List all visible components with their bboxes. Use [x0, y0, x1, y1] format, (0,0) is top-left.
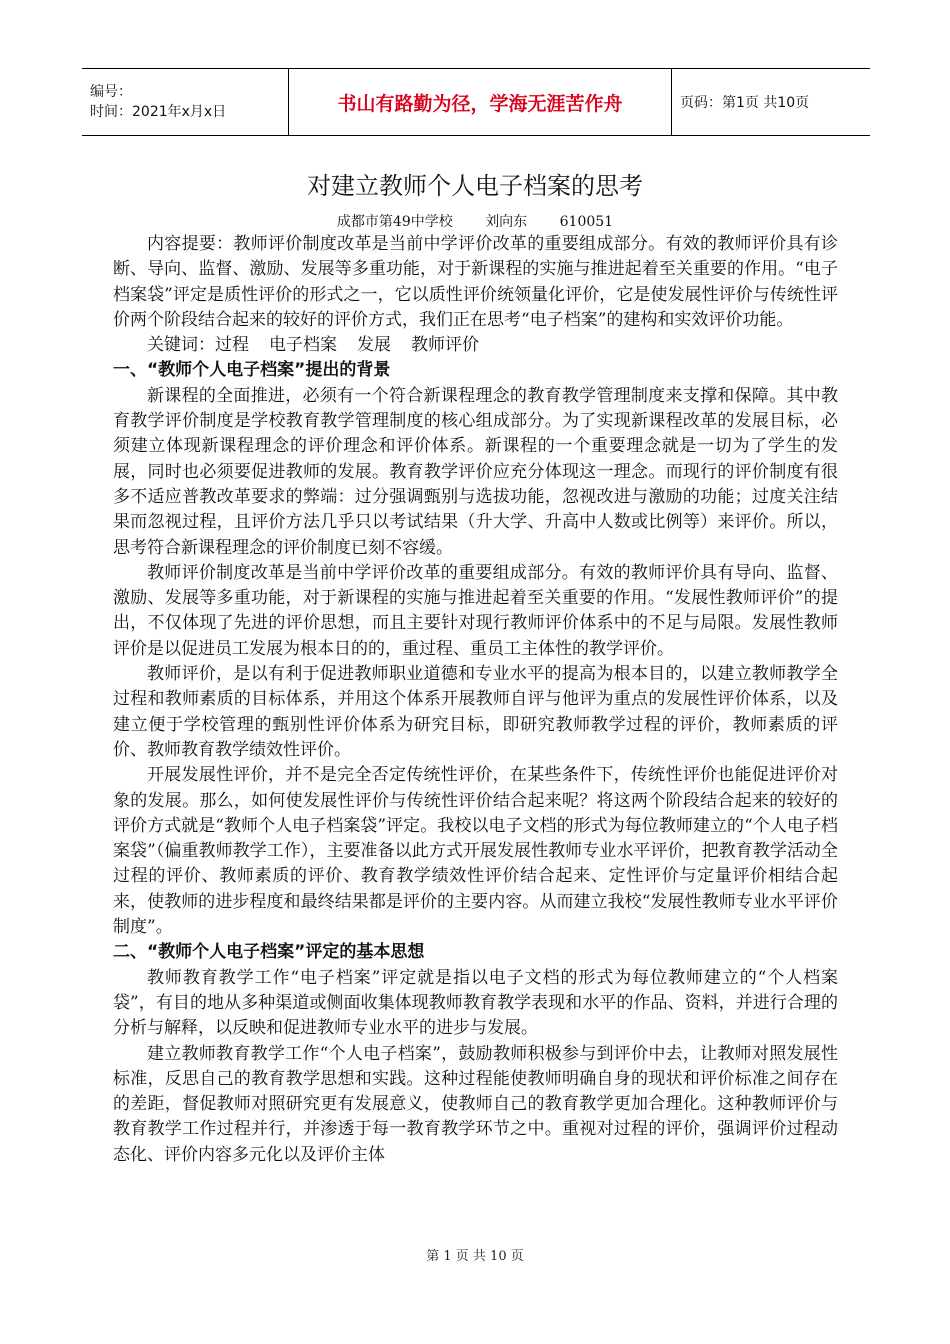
- keyword-1: 关键词：过程: [147, 335, 249, 356]
- keyword-3: 发展: [357, 335, 391, 356]
- abstract-paragraph: 内容提要：教师评价制度改革是当前中学评价改革的重要组成部分。有效的教师评价具有诊断、导向、监督、激励、发展等多重功能，对于新课程的实施与推进起着至关重要的作用。“电子档案袋”评定是质性评价的形式之一，它以质性评价统领量化评价，它是使发展性评价与传统性评价两个阶段结合起来的较好的评价方式，我们正在思考“电子档案”的建构和实效评价功能。: [113, 234, 838, 330]
- header-page: [672, 69, 809, 135]
- motto-text: 书山有路勤为径，学海无涯苦作舟: [337, 92, 623, 115]
- section-2-heading: 二、“教师个人电子档案”评定的基本思想: [113, 942, 425, 963]
- section-1-paragraph: 教师评价，是以有利于促进教师职业道德和专业水平的提高为根本目的，以建立教师教学全过程和教师素质的目标体系，并用这个体系开展教师自评与他评为重点的发展性评价体系，以及建立便于学校管理的甄别性评价体系为研究目标，即研究教师教学过程的评价，教师素质的评价、教师教育教学绩效性评价。: [113, 664, 838, 760]
- section-1-paragraph: 开展发展性评价，并不是完全否定传统性评价，在某些条件下，传统性评价也能促进评价对象的发展。那么，如何使发展性评价与传统性评价结合起来呢？将这两个阶段结合起来的较好的评价方式就是“教师个人电子档案袋”评定。我校以电子文档的形式为每位教师建立的“个人电子档案袋”（偏重教师教学工作），主要准备以此方式开展发展性教师专业水平评价，把教育教学活动全过程的评价、教师素质的评价、教育教学绩效性评价结合起来、定性评价与定量评价相结合起来，使教师的进步程度和最终结果都是评价的主要内容。从而建立我校“发展性教师专业水平评价制度”。: [113, 765, 838, 938]
- author-name: 刘向东: [485, 214, 528, 230]
- keywords-line: [113, 333, 838, 358]
- section-1-heading: 一、“教师个人电子档案”提出的背景: [113, 360, 391, 381]
- author-line: [0, 211, 950, 233]
- document-title: 对建立教师个人电子档案的思考: [307, 172, 643, 200]
- keyword-4: 教师评价: [411, 335, 479, 356]
- section-2-paragraph: 建立教师教育教学工作“个人电子档案”，鼓励教师积极参与到评价中去，让教师对照发展性标准，反思自己的教育教学思想和实践。这种过程能使教师明确自身的现状和评价标准之间存在的差距，督促教师对照研究更有发展意义，使教师自己的教育教学更加合理化。这种教师评价与教育教学工作过程并行，并渗透于每一教育教学环节之中。重视对过程的评价，强调评价过程动态化、评价内容多元化以及评价主体: [113, 1043, 838, 1165]
- page-footer: 第 1 页 共 10 页: [426, 1249, 524, 1264]
- date-label: 时间：2021年x月x日: [90, 104, 227, 120]
- page-label: 页码：第1页 共10页: [680, 95, 810, 111]
- author-zip: 610051: [559, 214, 614, 230]
- header-motto: [289, 69, 672, 135]
- author-school: 成都市第49中学校: [336, 214, 453, 230]
- section-1-paragraph: 新课程的全面推进，必须有一个符合新课程理念的教育教学管理制度来支撑和保障。其中教育教学评价制度是学校教育教学管理制度的核心组成部分。为了实现新课程改革的发展目标，必须建立体现新课程理念的评价理念和评价体系。新课程的一个重要理念就是一切为了学生的发展，同时也必须要促进教师的发展。教育教学评价应充分体现这一理念。而现行的评价制度有很多不适应普教改革要求的弊端：过分强调甄别与选拔功能，忽视改进与激励的功能；过度关注结果而忽视过程，且评价方法几乎只以考试结果（升大学、升高中人数或比例等）来评价。所以，思考符合新课程理念的评价制度已刻不容缓。: [113, 385, 838, 558]
- section-2-paragraph: 教师教育教学工作“电子档案”评定就是指以电子文档的形式为每位教师建立的“个人档案袋”，有目的地从多种渠道或侧面收集体现教师教育教学表现和水平的作品、资料，并进行合理的分析与解释，以反映和促进教师专业水平的进步与发展。: [113, 967, 838, 1039]
- header-meta: [82, 69, 289, 135]
- section-1-paragraph: 教师评价制度改革是当前中学评价改革的重要组成部分。有效的教师评价具有导向、监督、激励、发展等多重功能，对于新课程的实施与推进起着至关重要的作用。“发展性教师评价”的提出，不仅体现了先进的评价思想，而且主要针对现行教师评价体系中的不足与局限。发展性教师评价是以促进员工发展为根本日的的，重过程、重员工主体性的教学评价。: [113, 562, 838, 659]
- number-label: 编号：: [90, 84, 132, 100]
- keyword-2: 电子档案: [269, 335, 337, 356]
- page-header: [82, 68, 870, 136]
- document-body: [113, 232, 838, 1168]
